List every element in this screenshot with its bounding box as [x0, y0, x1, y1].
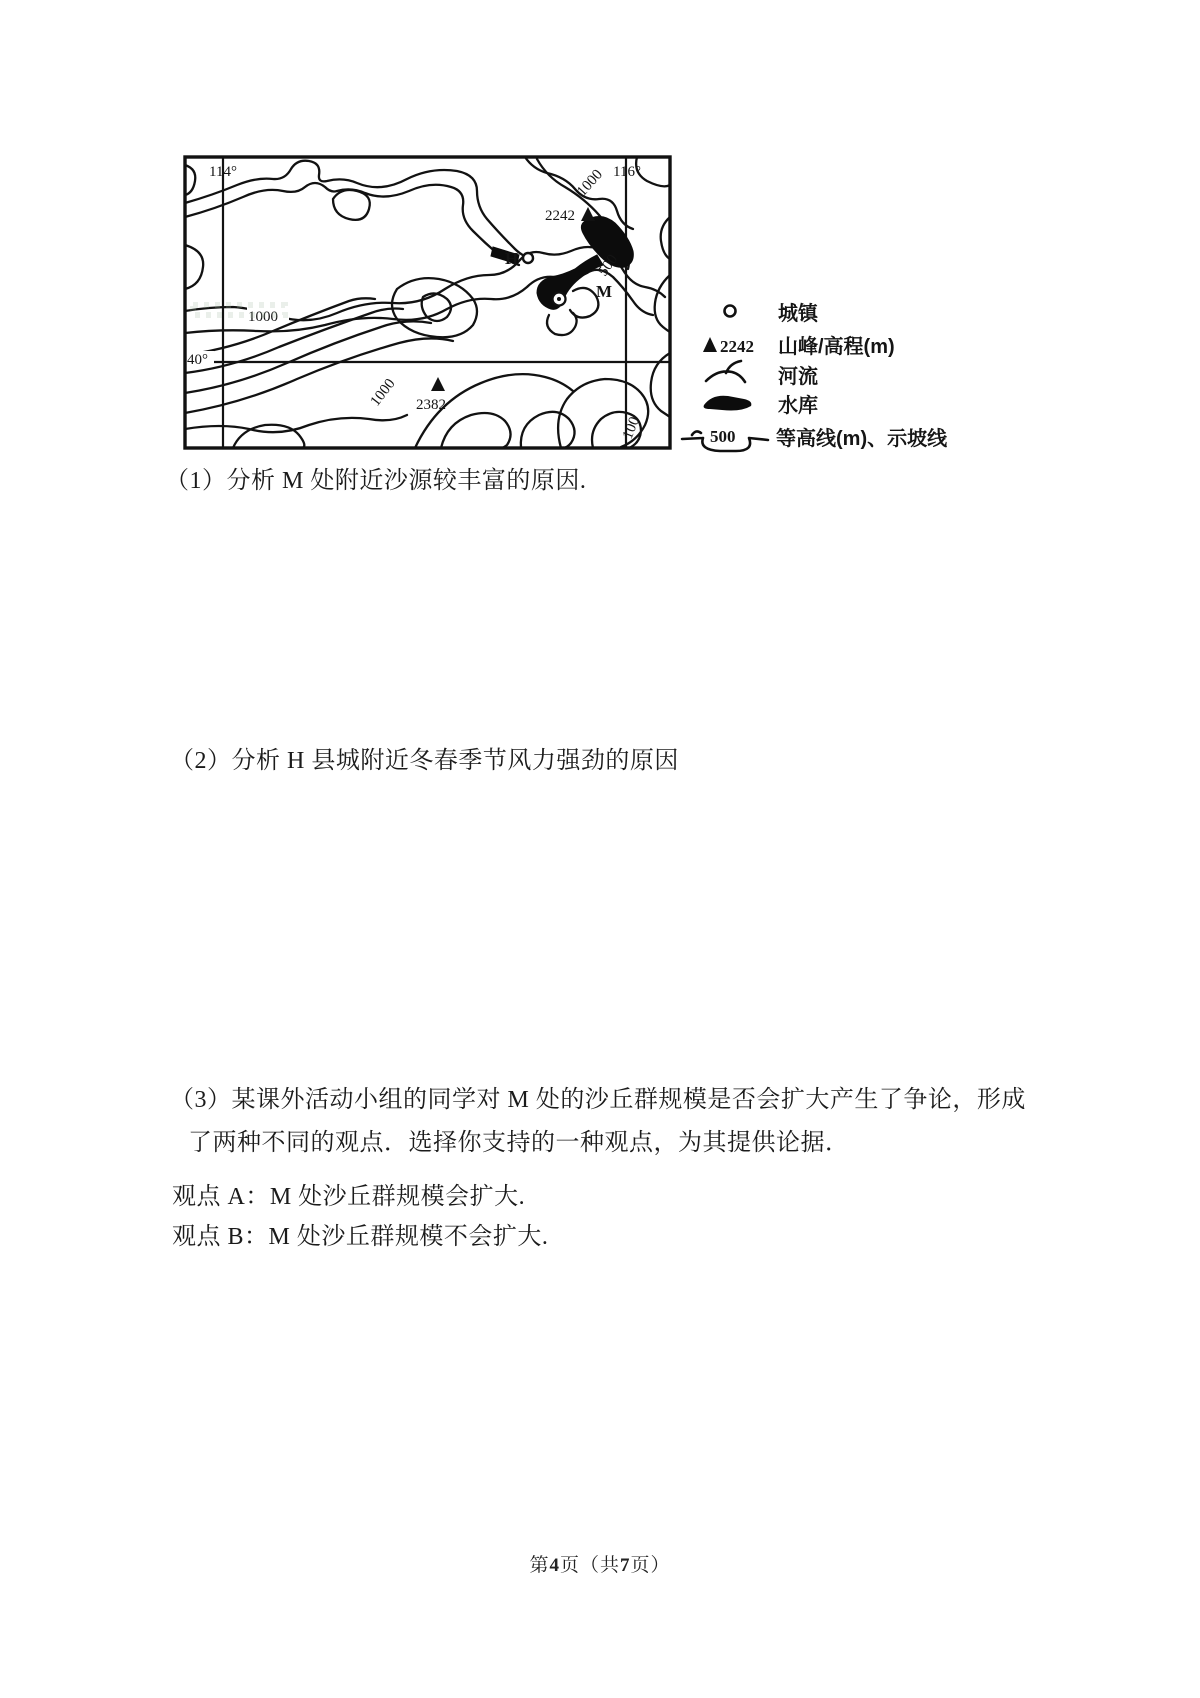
viewpoint-b: 观点 B：M 处沙丘群规模不会扩大.: [172, 1224, 549, 1250]
town-h-label: H: [505, 249, 519, 268]
lon-116-label: 116°: [613, 164, 641, 180]
footer-total-pages: 7: [620, 1555, 631, 1576]
contour-label-1000-ne: 1000: [574, 166, 607, 200]
legend-reservoir-label: 水库: [778, 395, 818, 417]
river-symbol-icon: [706, 361, 745, 382]
lat-40-label: 40°: [187, 352, 208, 368]
page-footer: [0, 1550, 1200, 1577]
contour-map: [185, 157, 670, 448]
legend-town-label: 城镇: [778, 303, 818, 325]
map-legend: [682, 301, 948, 451]
legend-river-label: 河流: [778, 366, 818, 388]
footer-page-number: 4: [549, 1555, 560, 1576]
legend-peak-value: 2242: [720, 337, 754, 356]
contour-label-500: 500: [595, 251, 622, 280]
peak-2382-elevation: 2382: [416, 397, 446, 413]
footer-suffix: 页）: [630, 1555, 671, 1576]
contour-label-1000-sw: 1000: [367, 375, 399, 410]
question-3-line-2: 了两种不同的观点．选择你支持的一种观点，为其提供论据．: [188, 1130, 850, 1156]
town-h-circle: [523, 253, 533, 263]
question-1: （1）分析 M 处附近沙源较丰富的原因.: [165, 468, 587, 494]
viewpoint-a: 观点 A：M 处沙丘群规模会扩大.: [172, 1184, 526, 1210]
point-m-label: M: [596, 282, 613, 301]
lon-114-label: 114°: [209, 164, 237, 180]
question-3-line-1: （3）某课外活动小组的同学对 M 处的沙丘群规模是否会扩大产生了争论，形成: [170, 1087, 1026, 1113]
contour-label-100: 100: [619, 414, 644, 442]
peak-2242-elevation: 2242: [545, 208, 575, 224]
legend-row-town: [725, 301, 821, 325]
town-symbol-icon: [725, 306, 736, 317]
legend-row-reservoir: [704, 393, 818, 417]
footer-prefix: 第: [529, 1555, 550, 1576]
legend-contour-label: 等高线(m)、示坡线: [776, 428, 948, 450]
footer-mid: 页（共: [559, 1555, 620, 1576]
question-2: （2）分析 H 县城附近冬春季节风力强劲的原因: [170, 748, 679, 774]
peak-2382: [416, 377, 446, 413]
peak-symbol-icon: [703, 337, 717, 352]
contour-label-1000-mid: 1000: [248, 309, 278, 325]
legend-contour-value: 500: [710, 427, 736, 446]
legend-row-contour: [682, 426, 948, 451]
legend-row-peak: [703, 334, 895, 358]
reservoir-symbol-icon: [704, 396, 752, 411]
legend-row-river: [706, 361, 818, 388]
map-figure: [170, 140, 980, 470]
dune-dot: [557, 297, 561, 301]
legend-peak-label: 山峰/高程(m): [778, 336, 895, 358]
